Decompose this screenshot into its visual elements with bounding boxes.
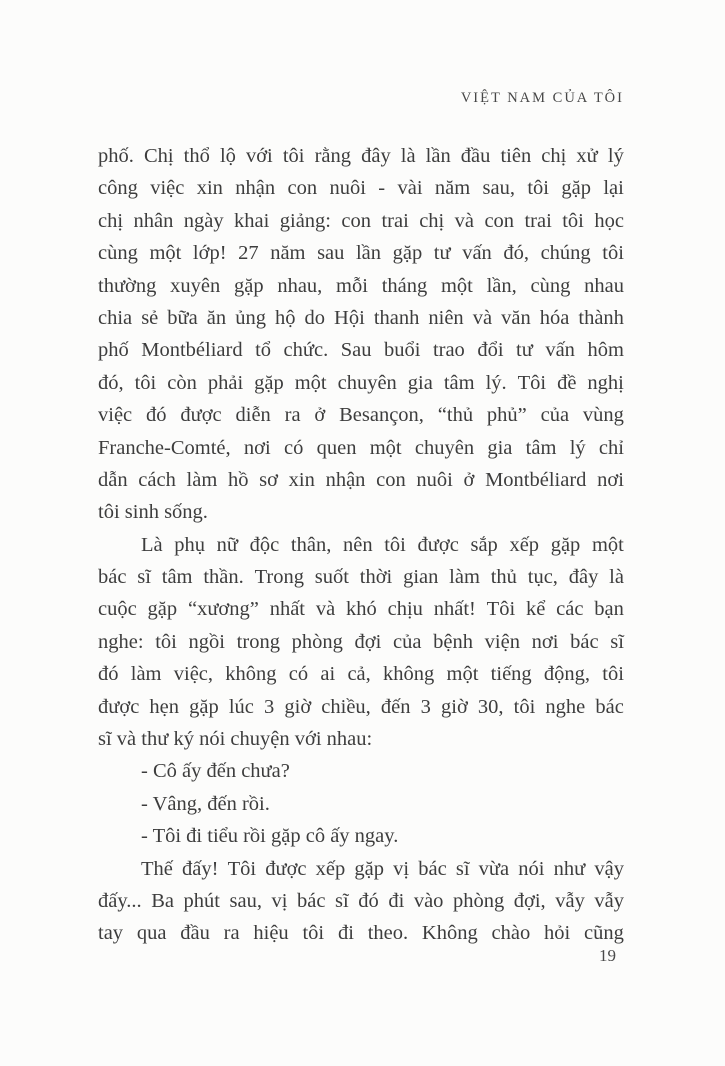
text-line: phố Montbéliard tổ chức. Sau buổi trao đổi tư vấn hôm — [98, 339, 624, 362]
text-line: cuộc gặp “xương” nhất và khó chịu nhất! Tôi kể các bạn — [98, 598, 624, 621]
text-line: tôi sinh sống. — [98, 501, 208, 524]
text-line: Là phụ nữ độc thân, nên tôi được sắp xếp gặp một — [141, 533, 624, 556]
text-line: cùng một lớp! 27 năm sau lần gặp tư vấn đó, chúng tôi — [98, 242, 624, 265]
body-text — [98, 140, 624, 950]
text-line: việc đó được diễn ra ở Besançon, “thủ phủ” của vùng — [98, 404, 624, 427]
text-line: chị nhân ngày khai giảng: con trai chị và con trai tôi học — [98, 209, 624, 232]
text-line: đó làm việc, không có ai cả, không một tiếng động, tôi — [98, 663, 624, 686]
text-line: nghe: tôi ngồi trong phòng đợi của bệnh viện nơi bác sĩ — [98, 630, 624, 653]
text-line: thường xuyên gặp nhau, mỗi tháng một lần, cùng nhau — [98, 274, 624, 297]
text-line: phố. Chị thổ lộ với tôi rằng đây là lần đầu tiên chị xử lý — [98, 145, 624, 167]
text-line: - Cô ấy đến chưa? — [141, 760, 290, 783]
text-line: dẫn cách làm hồ sơ xin nhận con nuôi ở Montbéliard nơi — [98, 468, 624, 491]
running-header: VIỆT NAM CỦA TÔI — [460, 90, 624, 106]
text-line: Franche-Comté, nơi có quen một chuyên gia tâm lý chỉ — [98, 436, 624, 459]
text-line: đó, tôi còn phải gặp một chuyên gia tâm lý. Tôi đề nghị — [98, 371, 624, 394]
text-line: Thế đấy! Tôi được xếp gặp vị bác sĩ vừa nói như vậy — [141, 857, 624, 880]
page-number: 19 — [599, 946, 616, 965]
text-line: chia sẻ bữa ăn ủng hộ do Hội thanh niên và văn hóa thành — [98, 306, 624, 329]
text-line: tay qua đầu ra hiệu tôi đi theo. Không chào hỏi cũng — [98, 922, 624, 945]
text-line: đấy... Ba phút sau, vị bác sĩ đó đi vào phòng đợi, vẫy vẫy — [98, 889, 624, 912]
text-line: - Vâng, đến rồi. — [141, 792, 270, 815]
text-line: công việc xin nhận con nuôi - vài năm sau, tôi gặp lại — [98, 177, 624, 200]
text-line: - Tôi đi tiểu rồi gặp cô ấy ngay. — [141, 825, 399, 848]
text-line: sĩ và thư ký nói chuyện với nhau: — [98, 728, 373, 751]
text-line: bác sĩ tâm thần. Trong suốt thời gian làm thủ tục, đây là — [98, 566, 624, 589]
text-line: được hẹn gặp lúc 3 giờ chiều, đến 3 giờ 30, tôi nghe bác — [98, 695, 624, 718]
